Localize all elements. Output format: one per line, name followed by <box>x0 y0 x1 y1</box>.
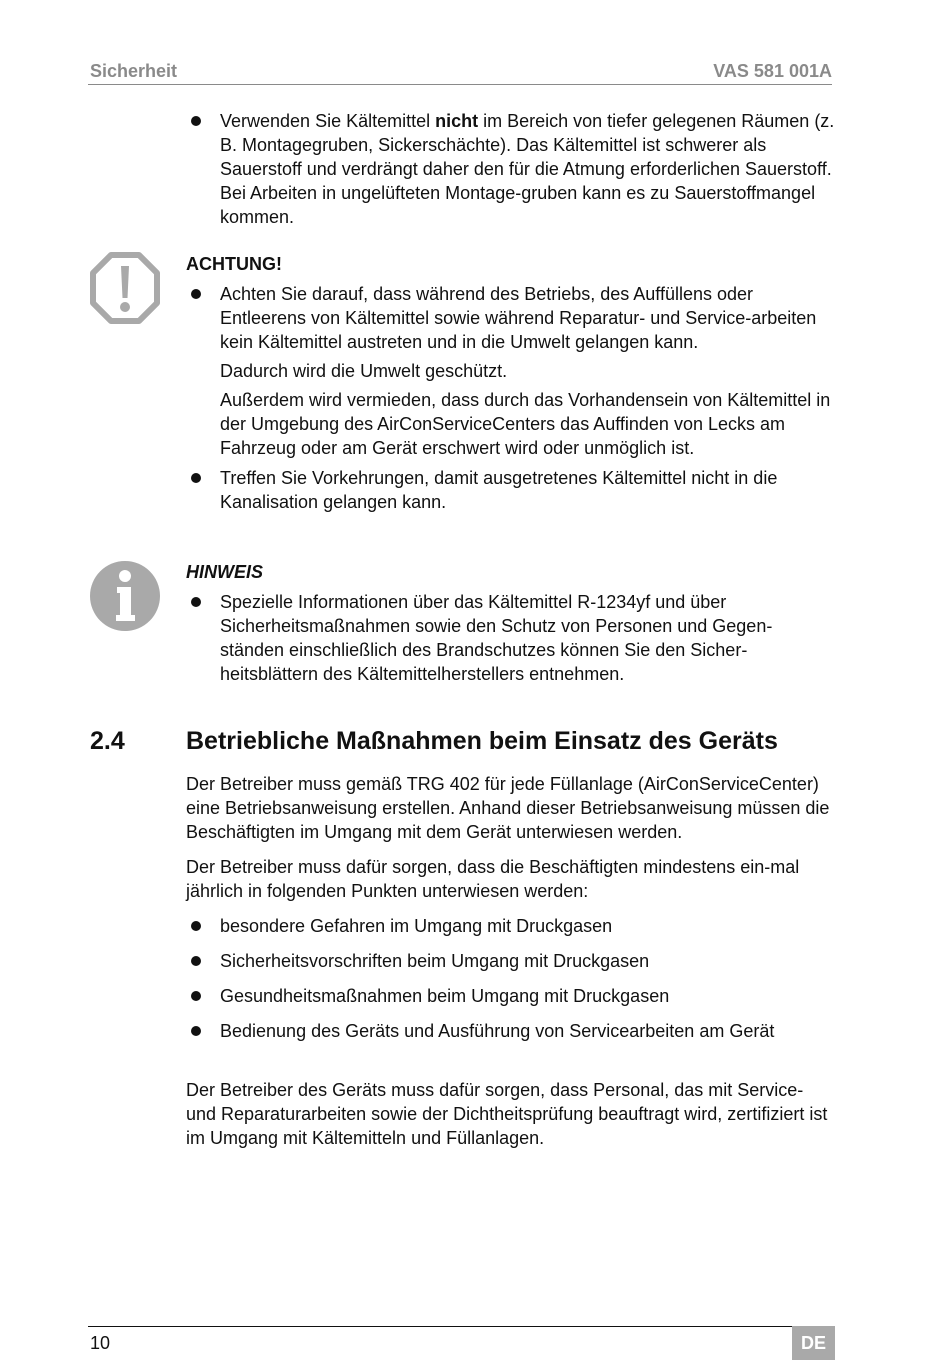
list-item: Treffen Sie Vorkehrungen, damit ausgetretenes Kältemittel nicht in die Kanalisation gelangen kann. <box>186 466 836 514</box>
list-item: besondere Gefahren im Umgang mit Druckgasen <box>186 914 836 938</box>
footer-divider <box>88 1326 832 1327</box>
list-item: Spezielle Informationen über das Kältemittel R-1234yf und über Sicherheitsmaßnahmen sowie den Schutz von Personen und Gegen-ständen einschließlich des Brandschutzes können Sie den Sicher-heitsblättern des Kältemittelherstellers entnehmen. <box>186 590 836 686</box>
bullet-icon <box>191 921 201 931</box>
bullet-icon <box>191 289 201 299</box>
header-divider <box>88 84 832 85</box>
section-number: 2.4 <box>90 727 125 755</box>
list-item: Achten Sie darauf, dass während des Betriebs, des Auffüllens oder Entleerens von Kältemittel sowie während Reparatur- und Service-arbeiten kein Kältemittel austreten und in die Umwelt gelangen kann. <box>186 282 836 354</box>
bullet-icon <box>191 956 201 966</box>
paragraph: Der Betreiber muss dafür sorgen, dass die Beschäftigten mindestens ein-mal jährlich in folgenden Punkten unterwiesen werden: <box>186 857 800 901</box>
caution-subtext: Außerdem wird vermieden, dass durch das Vorhandensein von Kältemittel in der Umgebung des AirConServiceCenters das Auffinden von Lecks am Fahrzeug oder am Gerät erschwert wird oder unmöglich ist. <box>220 390 831 458</box>
bullet-icon <box>191 991 201 1001</box>
bullet-icon <box>191 597 201 607</box>
list-item: Gesundheitsmaßnahmen beim Umgang mit Druckgasen <box>186 984 836 1008</box>
note-label: HINWEIS <box>186 562 264 582</box>
list-item: Sicherheitsvorschriften beim Umgang mit Druckgasen <box>186 949 836 973</box>
caution-block <box>186 252 836 514</box>
caution-label: ACHTUNG! <box>186 254 282 274</box>
header-model-number: VAS 581 001A <box>713 61 832 81</box>
bullet-icon <box>191 1026 201 1036</box>
page-number: 10 <box>90 1333 111 1353</box>
section-title: Betriebliche Maßnahmen beim Einsatz des Geräts <box>186 727 778 755</box>
info-icon <box>90 561 160 631</box>
list-item: Bedienung des Geräts und Ausführung von Servicearbeiten am Gerät <box>186 1019 836 1043</box>
paragraph: Der Betreiber muss gemäß TRG 402 für jede Füllanlage (AirConServiceCenter) eine Betriebsanweisung erstellen. Anhand dieser Betriebsanweisung müssen die Beschäftigten im Umgang mit dem Gerät unterwiesen werden. <box>186 774 830 842</box>
emphasis-text: nicht <box>435 111 479 131</box>
paragraph: Der Betreiber des Geräts muss dafür sorgen, dass Personal, das mit Service- und Reparaturarbeiten sowie der Dichtheitsprüfung beauftragt wird, zertifiziert ist im Umgang mit Kältemitteln und Füllanlagen. <box>186 1080 828 1148</box>
caution-subtext: Dadurch wird die Umwelt geschützt. <box>220 361 508 381</box>
bullet-list-top <box>186 109 836 229</box>
section-body <box>186 772 836 1150</box>
note-block <box>186 560 836 686</box>
list-item: Verwenden Sie Kältemittel nicht im Bereich von tiefer gelegenen Räumen (z. B. Montagegruben, Sickerschächte). Das Kältemittel ist schwerer als Sauerstoff und verdrängt daher den für die Atmung erforderlichen Sauerstoff. Bei Arbeiten in ungelüfteten Montage-gruben kann es zu Sauerstoffmangel kommen. <box>186 109 836 229</box>
bullet-icon <box>191 473 201 483</box>
warning-octagon-icon <box>90 252 160 324</box>
bullet-icon <box>191 116 201 126</box>
language-badge: DE <box>792 1326 835 1360</box>
header-section-title: Sicherheit <box>90 61 178 81</box>
